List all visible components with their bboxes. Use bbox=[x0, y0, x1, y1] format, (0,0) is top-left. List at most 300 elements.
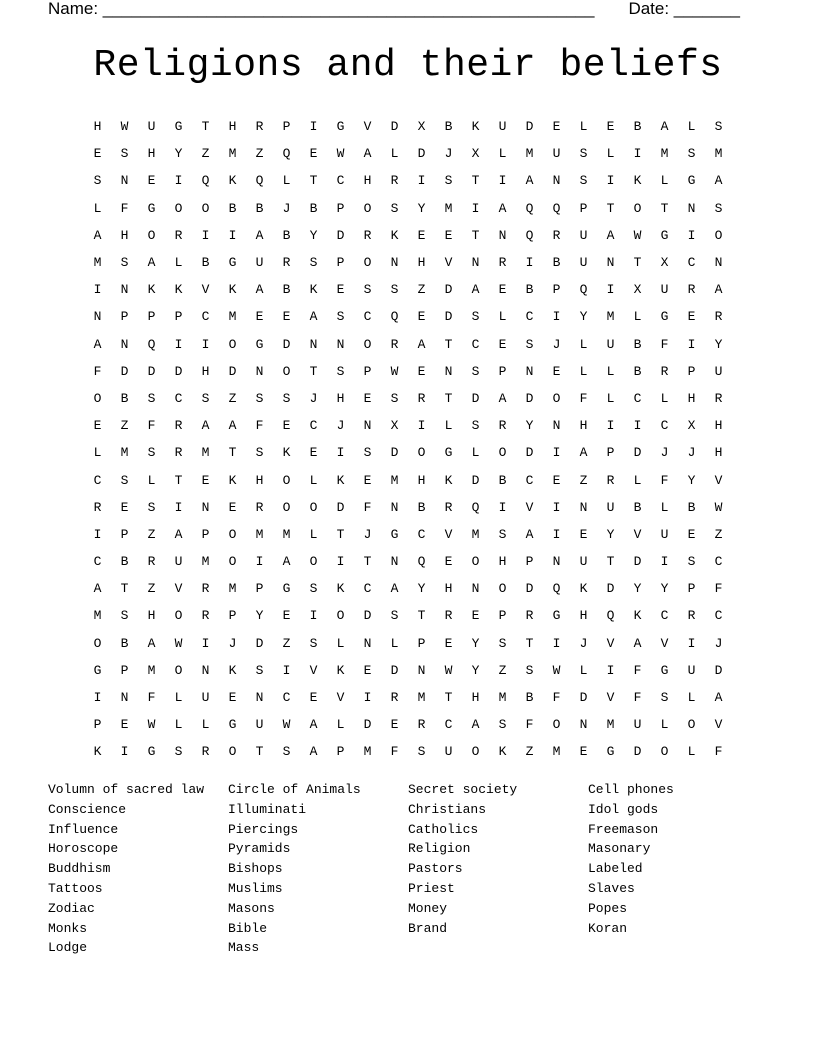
grid-letter[interactable]: N bbox=[471, 581, 480, 597]
grid-letter[interactable]: V bbox=[660, 635, 669, 651]
grid-letter[interactable]: P bbox=[228, 608, 237, 624]
grid-letter[interactable]: E bbox=[336, 282, 345, 298]
grid-letter[interactable]: N bbox=[363, 418, 372, 434]
grid-letter[interactable]: N bbox=[552, 554, 561, 570]
grid-letter[interactable]: E bbox=[282, 418, 291, 434]
grid-letter[interactable]: E bbox=[417, 227, 426, 243]
grid-letter[interactable]: L bbox=[93, 200, 102, 216]
grid-letter[interactable]: L bbox=[579, 336, 588, 352]
grid-letter[interactable]: S bbox=[93, 173, 102, 189]
grid-letter[interactable]: R bbox=[174, 445, 183, 461]
grid-letter[interactable]: S bbox=[660, 690, 669, 706]
grid-letter[interactable]: A bbox=[147, 635, 156, 651]
grid-letter[interactable]: Q bbox=[255, 173, 264, 189]
grid-letter[interactable]: V bbox=[714, 717, 723, 733]
grid-letter[interactable]: N bbox=[390, 255, 399, 271]
grid-letter[interactable]: J bbox=[687, 445, 696, 461]
grid-letter[interactable]: K bbox=[228, 662, 237, 678]
grid-letter[interactable]: P bbox=[579, 200, 588, 216]
grid-letter[interactable]: M bbox=[363, 744, 372, 760]
grid-letter[interactable]: D bbox=[174, 363, 183, 379]
grid-letter[interactable]: B bbox=[120, 635, 129, 651]
grid-letter[interactable]: D bbox=[363, 608, 372, 624]
grid-letter[interactable]: P bbox=[687, 363, 696, 379]
grid-letter[interactable]: P bbox=[552, 282, 561, 298]
grid-letter[interactable]: S bbox=[255, 445, 264, 461]
grid-letter[interactable]: D bbox=[390, 662, 399, 678]
grid-letter[interactable]: L bbox=[660, 717, 669, 733]
grid-letter[interactable]: M bbox=[417, 690, 426, 706]
grid-letter[interactable]: O bbox=[201, 200, 210, 216]
grid-letter[interactable]: E bbox=[606, 119, 615, 135]
grid-letter[interactable]: K bbox=[444, 472, 453, 488]
grid-letter[interactable]: O bbox=[498, 581, 507, 597]
grid-letter[interactable]: V bbox=[606, 635, 615, 651]
grid-letter[interactable]: T bbox=[471, 227, 480, 243]
grid-letter[interactable]: I bbox=[633, 146, 642, 162]
grid-letter[interactable]: O bbox=[309, 554, 318, 570]
grid-letter[interactable]: U bbox=[714, 363, 723, 379]
grid-letter[interactable]: O bbox=[363, 255, 372, 271]
grid-letter[interactable]: M bbox=[228, 309, 237, 325]
grid-letter[interactable]: E bbox=[444, 227, 453, 243]
grid-letter[interactable]: H bbox=[417, 255, 426, 271]
grid-letter[interactable]: I bbox=[417, 173, 426, 189]
grid-letter[interactable]: P bbox=[417, 635, 426, 651]
grid-letter[interactable]: I bbox=[93, 526, 102, 542]
grid-letter[interactable]: E bbox=[309, 146, 318, 162]
grid-letter[interactable]: S bbox=[147, 499, 156, 515]
grid-letter[interactable]: W bbox=[174, 635, 183, 651]
grid-letter[interactable]: T bbox=[471, 173, 480, 189]
grid-letter[interactable]: H bbox=[255, 472, 264, 488]
grid-letter[interactable]: Y bbox=[174, 146, 183, 162]
grid-letter[interactable]: L bbox=[498, 309, 507, 325]
grid-letter[interactable]: T bbox=[444, 390, 453, 406]
grid-letter[interactable]: S bbox=[120, 472, 129, 488]
grid-letter[interactable]: M bbox=[525, 146, 534, 162]
grid-letter[interactable]: S bbox=[255, 390, 264, 406]
grid-letter[interactable]: I bbox=[552, 309, 561, 325]
grid-letter[interactable]: F bbox=[525, 717, 534, 733]
grid-letter[interactable]: G bbox=[228, 717, 237, 733]
grid-letter[interactable]: F bbox=[714, 581, 723, 597]
grid-letter[interactable]: A bbox=[93, 581, 102, 597]
grid-letter[interactable]: A bbox=[390, 581, 399, 597]
grid-letter[interactable]: L bbox=[660, 390, 669, 406]
grid-letter[interactable]: O bbox=[228, 554, 237, 570]
grid-letter[interactable]: P bbox=[255, 581, 264, 597]
grid-letter[interactable]: D bbox=[336, 499, 345, 515]
grid-letter[interactable]: J bbox=[579, 635, 588, 651]
grid-letter[interactable]: I bbox=[687, 635, 696, 651]
grid-letter[interactable]: D bbox=[633, 744, 642, 760]
grid-letter[interactable]: Y bbox=[471, 662, 480, 678]
grid-letter[interactable]: S bbox=[498, 526, 507, 542]
grid-letter[interactable]: Z bbox=[714, 526, 723, 542]
grid-letter[interactable]: Q bbox=[471, 499, 480, 515]
grid-letter[interactable]: Y bbox=[633, 581, 642, 597]
grid-letter[interactable]: T bbox=[363, 554, 372, 570]
grid-letter[interactable]: L bbox=[687, 744, 696, 760]
grid-letter[interactable]: N bbox=[120, 336, 129, 352]
grid-letter[interactable]: T bbox=[309, 173, 318, 189]
grid-letter[interactable]: Y bbox=[579, 309, 588, 325]
grid-letter[interactable]: L bbox=[309, 472, 318, 488]
grid-letter[interactable]: W bbox=[633, 227, 642, 243]
grid-letter[interactable]: J bbox=[282, 200, 291, 216]
grid-letter[interactable]: K bbox=[579, 581, 588, 597]
grid-letter[interactable]: A bbox=[633, 635, 642, 651]
grid-letter[interactable]: M bbox=[255, 526, 264, 542]
grid-letter[interactable]: D bbox=[633, 445, 642, 461]
grid-letter[interactable]: D bbox=[390, 445, 399, 461]
grid-letter[interactable]: L bbox=[444, 418, 453, 434]
grid-letter[interactable]: T bbox=[336, 526, 345, 542]
grid-letter[interactable]: M bbox=[228, 581, 237, 597]
grid-letter[interactable]: M bbox=[498, 690, 507, 706]
grid-letter[interactable]: D bbox=[525, 445, 534, 461]
grid-letter[interactable]: R bbox=[552, 227, 561, 243]
grid-letter[interactable]: Y bbox=[255, 608, 264, 624]
grid-letter[interactable]: H bbox=[714, 418, 723, 434]
grid-letter[interactable]: L bbox=[336, 635, 345, 651]
grid-letter[interactable]: E bbox=[201, 472, 210, 488]
grid-letter[interactable]: E bbox=[417, 309, 426, 325]
grid-letter[interactable]: W bbox=[120, 119, 129, 135]
grid-letter[interactable]: B bbox=[282, 227, 291, 243]
grid-letter[interactable]: L bbox=[579, 662, 588, 678]
grid-letter[interactable]: F bbox=[390, 744, 399, 760]
grid-letter[interactable]: L bbox=[660, 173, 669, 189]
grid-letter[interactable]: T bbox=[444, 690, 453, 706]
grid-letter[interactable]: B bbox=[282, 282, 291, 298]
grid-letter[interactable]: O bbox=[282, 472, 291, 488]
grid-letter[interactable]: L bbox=[579, 119, 588, 135]
grid-letter[interactable]: B bbox=[228, 200, 237, 216]
grid-letter[interactable]: I bbox=[498, 499, 507, 515]
grid-letter[interactable]: A bbox=[93, 227, 102, 243]
grid-letter[interactable]: O bbox=[228, 526, 237, 542]
grid-letter[interactable]: U bbox=[660, 282, 669, 298]
grid-letter[interactable]: Q bbox=[147, 336, 156, 352]
grid-letter[interactable]: E bbox=[363, 472, 372, 488]
grid-letter[interactable]: E bbox=[147, 173, 156, 189]
grid-letter[interactable]: B bbox=[255, 200, 264, 216]
grid-letter[interactable]: D bbox=[471, 390, 480, 406]
grid-letter[interactable]: N bbox=[120, 282, 129, 298]
grid-letter[interactable]: Z bbox=[120, 418, 129, 434]
grid-letter[interactable]: B bbox=[633, 499, 642, 515]
grid-letter[interactable]: N bbox=[255, 363, 264, 379]
grid-letter[interactable]: K bbox=[336, 581, 345, 597]
grid-letter[interactable]: R bbox=[147, 554, 156, 570]
grid-letter[interactable]: N bbox=[552, 418, 561, 434]
grid-letter[interactable]: F bbox=[633, 690, 642, 706]
grid-letter[interactable]: R bbox=[390, 690, 399, 706]
grid-letter[interactable]: L bbox=[390, 635, 399, 651]
grid-letter[interactable]: E bbox=[498, 282, 507, 298]
grid-letter[interactable]: W bbox=[147, 717, 156, 733]
grid-letter[interactable]: K bbox=[336, 662, 345, 678]
grid-letter[interactable]: U bbox=[201, 690, 210, 706]
grid-letter[interactable]: O bbox=[714, 227, 723, 243]
grid-letter[interactable]: B bbox=[120, 554, 129, 570]
grid-letter[interactable]: L bbox=[174, 255, 183, 271]
grid-letter[interactable]: H bbox=[363, 173, 372, 189]
grid-letter[interactable]: A bbox=[498, 390, 507, 406]
grid-letter[interactable]: T bbox=[633, 255, 642, 271]
grid-letter[interactable]: M bbox=[714, 146, 723, 162]
grid-letter[interactable]: R bbox=[174, 227, 183, 243]
grid-letter[interactable]: E bbox=[444, 635, 453, 651]
grid-letter[interactable]: S bbox=[471, 363, 480, 379]
grid-letter[interactable]: H bbox=[201, 363, 210, 379]
grid-letter[interactable]: V bbox=[606, 690, 615, 706]
grid-letter[interactable]: O bbox=[471, 554, 480, 570]
grid-letter[interactable]: C bbox=[282, 690, 291, 706]
grid-letter[interactable]: V bbox=[633, 526, 642, 542]
grid-letter[interactable]: L bbox=[174, 690, 183, 706]
grid-letter[interactable]: D bbox=[282, 336, 291, 352]
grid-letter[interactable]: M bbox=[201, 445, 210, 461]
grid-letter[interactable]: L bbox=[93, 445, 102, 461]
grid-letter[interactable]: K bbox=[282, 445, 291, 461]
grid-letter[interactable]: T bbox=[255, 744, 264, 760]
grid-letter[interactable]: P bbox=[147, 309, 156, 325]
grid-letter[interactable]: X bbox=[471, 146, 480, 162]
grid-letter[interactable]: C bbox=[363, 309, 372, 325]
grid-letter[interactable]: O bbox=[471, 744, 480, 760]
grid-letter[interactable]: I bbox=[282, 662, 291, 678]
grid-letter[interactable]: S bbox=[282, 744, 291, 760]
grid-letter[interactable]: B bbox=[525, 282, 534, 298]
grid-letter[interactable]: G bbox=[336, 119, 345, 135]
grid-letter[interactable]: S bbox=[687, 554, 696, 570]
grid-letter[interactable]: I bbox=[552, 635, 561, 651]
grid-letter[interactable]: V bbox=[525, 499, 534, 515]
grid-letter[interactable]: F bbox=[147, 418, 156, 434]
grid-letter[interactable]: S bbox=[147, 390, 156, 406]
grid-letter[interactable]: N bbox=[525, 363, 534, 379]
grid-letter[interactable]: M bbox=[93, 255, 102, 271]
grid-letter[interactable]: S bbox=[390, 200, 399, 216]
grid-letter[interactable]: K bbox=[228, 472, 237, 488]
grid-letter[interactable]: H bbox=[336, 390, 345, 406]
grid-letter[interactable]: E bbox=[363, 662, 372, 678]
grid-letter[interactable]: D bbox=[606, 581, 615, 597]
grid-letter[interactable]: B bbox=[633, 119, 642, 135]
grid-letter[interactable]: E bbox=[228, 690, 237, 706]
grid-letter[interactable]: Y bbox=[525, 418, 534, 434]
grid-letter[interactable]: H bbox=[444, 581, 453, 597]
grid-letter[interactable]: G bbox=[228, 255, 237, 271]
grid-letter[interactable]: O bbox=[336, 608, 345, 624]
grid-letter[interactable]: P bbox=[120, 662, 129, 678]
grid-letter[interactable]: P bbox=[336, 255, 345, 271]
grid-letter[interactable]: Z bbox=[498, 662, 507, 678]
grid-letter[interactable]: L bbox=[471, 445, 480, 461]
grid-letter[interactable]: U bbox=[579, 554, 588, 570]
grid-letter[interactable]: B bbox=[633, 363, 642, 379]
grid-letter[interactable]: N bbox=[93, 309, 102, 325]
grid-letter[interactable]: G bbox=[147, 200, 156, 216]
grid-letter[interactable]: I bbox=[201, 635, 210, 651]
grid-letter[interactable]: O bbox=[93, 390, 102, 406]
grid-letter[interactable]: P bbox=[336, 744, 345, 760]
grid-letter[interactable]: F bbox=[120, 200, 129, 216]
grid-letter[interactable]: I bbox=[660, 554, 669, 570]
grid-letter[interactable]: O bbox=[552, 390, 561, 406]
grid-letter[interactable]: U bbox=[255, 255, 264, 271]
grid-letter[interactable]: W bbox=[336, 146, 345, 162]
grid-letter[interactable]: Y bbox=[687, 472, 696, 488]
grid-letter[interactable]: U bbox=[498, 119, 507, 135]
grid-letter[interactable]: R bbox=[255, 499, 264, 515]
grid-letter[interactable]: I bbox=[174, 336, 183, 352]
grid-letter[interactable]: T bbox=[444, 336, 453, 352]
grid-letter[interactable]: B bbox=[120, 390, 129, 406]
grid-letter[interactable]: S bbox=[687, 146, 696, 162]
grid-letter[interactable]: O bbox=[174, 200, 183, 216]
grid-letter[interactable]: I bbox=[228, 227, 237, 243]
grid-letter[interactable]: H bbox=[147, 608, 156, 624]
grid-letter[interactable]: D bbox=[444, 282, 453, 298]
grid-letter[interactable]: M bbox=[120, 445, 129, 461]
grid-letter[interactable]: N bbox=[579, 499, 588, 515]
grid-letter[interactable]: H bbox=[714, 445, 723, 461]
grid-letter[interactable]: U bbox=[660, 526, 669, 542]
grid-letter[interactable]: R bbox=[498, 418, 507, 434]
grid-letter[interactable]: S bbox=[444, 173, 453, 189]
grid-letter[interactable]: O bbox=[417, 445, 426, 461]
grid-letter[interactable]: N bbox=[606, 255, 615, 271]
grid-letter[interactable]: U bbox=[606, 499, 615, 515]
grid-letter[interactable]: A bbox=[255, 227, 264, 243]
grid-letter[interactable]: Z bbox=[147, 581, 156, 597]
grid-letter[interactable]: Q bbox=[201, 173, 210, 189]
grid-letter[interactable]: D bbox=[363, 717, 372, 733]
grid-letter[interactable]: M bbox=[390, 472, 399, 488]
grid-letter[interactable]: I bbox=[93, 282, 102, 298]
grid-letter[interactable]: A bbox=[309, 744, 318, 760]
grid-letter[interactable]: C bbox=[687, 255, 696, 271]
grid-letter[interactable]: O bbox=[309, 499, 318, 515]
grid-letter[interactable]: I bbox=[606, 418, 615, 434]
grid-letter[interactable]: C bbox=[309, 418, 318, 434]
grid-letter[interactable]: O bbox=[363, 336, 372, 352]
grid-letter[interactable]: R bbox=[606, 472, 615, 488]
grid-letter[interactable]: E bbox=[255, 309, 264, 325]
grid-letter[interactable]: F bbox=[633, 662, 642, 678]
grid-letter[interactable]: A bbox=[660, 119, 669, 135]
grid-letter[interactable]: S bbox=[714, 119, 723, 135]
grid-letter[interactable]: S bbox=[498, 635, 507, 651]
grid-letter[interactable]: V bbox=[336, 690, 345, 706]
grid-letter[interactable]: G bbox=[606, 744, 615, 760]
grid-letter[interactable]: K bbox=[633, 608, 642, 624]
grid-letter[interactable]: E bbox=[579, 526, 588, 542]
grid-letter[interactable]: A bbox=[471, 282, 480, 298]
grid-letter[interactable]: S bbox=[390, 282, 399, 298]
grid-letter[interactable]: A bbox=[471, 717, 480, 733]
grid-letter[interactable]: E bbox=[552, 119, 561, 135]
grid-letter[interactable]: G bbox=[660, 662, 669, 678]
grid-letter[interactable]: E bbox=[93, 146, 102, 162]
grid-letter[interactable]: G bbox=[255, 336, 264, 352]
grid-letter[interactable]: Q bbox=[390, 309, 399, 325]
grid-letter[interactable]: I bbox=[633, 418, 642, 434]
grid-letter[interactable]: T bbox=[201, 119, 210, 135]
grid-letter[interactable]: W bbox=[282, 717, 291, 733]
grid-letter[interactable]: E bbox=[93, 418, 102, 434]
grid-letter[interactable]: G bbox=[174, 119, 183, 135]
grid-letter[interactable]: Q bbox=[417, 554, 426, 570]
grid-letter[interactable]: F bbox=[552, 690, 561, 706]
grid-letter[interactable]: U bbox=[444, 744, 453, 760]
grid-letter[interactable]: P bbox=[687, 581, 696, 597]
grid-letter[interactable]: X bbox=[633, 282, 642, 298]
grid-letter[interactable]: K bbox=[390, 227, 399, 243]
grid-letter[interactable]: I bbox=[687, 227, 696, 243]
grid-letter[interactable]: A bbox=[417, 336, 426, 352]
grid-letter[interactable]: X bbox=[417, 119, 426, 135]
grid-letter[interactable]: S bbox=[282, 390, 291, 406]
grid-letter[interactable]: R bbox=[390, 173, 399, 189]
grid-letter[interactable]: L bbox=[633, 309, 642, 325]
grid-letter[interactable]: Y bbox=[309, 227, 318, 243]
grid-letter[interactable]: T bbox=[660, 200, 669, 216]
grid-letter[interactable]: T bbox=[309, 363, 318, 379]
grid-letter[interactable]: L bbox=[336, 717, 345, 733]
grid-letter[interactable]: L bbox=[498, 146, 507, 162]
grid-letter[interactable]: A bbox=[714, 690, 723, 706]
grid-letter[interactable]: L bbox=[390, 146, 399, 162]
grid-letter[interactable]: S bbox=[579, 173, 588, 189]
grid-letter[interactable]: V bbox=[363, 119, 372, 135]
grid-letter[interactable]: U bbox=[147, 119, 156, 135]
grid-letter[interactable]: E bbox=[228, 499, 237, 515]
grid-letter[interactable]: M bbox=[660, 146, 669, 162]
grid-letter[interactable]: P bbox=[93, 717, 102, 733]
grid-letter[interactable]: S bbox=[390, 608, 399, 624]
grid-letter[interactable]: S bbox=[579, 146, 588, 162]
grid-letter[interactable]: N bbox=[390, 554, 399, 570]
grid-letter[interactable]: O bbox=[282, 363, 291, 379]
grid-letter[interactable]: A bbox=[228, 418, 237, 434]
grid-letter[interactable]: G bbox=[660, 309, 669, 325]
grid-letter[interactable]: B bbox=[633, 336, 642, 352]
grid-letter[interactable]: I bbox=[525, 255, 534, 271]
grid-letter[interactable]: E bbox=[282, 309, 291, 325]
grid-letter[interactable]: S bbox=[363, 445, 372, 461]
grid-letter[interactable]: R bbox=[660, 363, 669, 379]
grid-letter[interactable]: P bbox=[120, 309, 129, 325]
grid-letter[interactable]: S bbox=[120, 146, 129, 162]
grid-letter[interactable]: C bbox=[714, 608, 723, 624]
grid-letter[interactable]: W bbox=[552, 662, 561, 678]
grid-letter[interactable]: S bbox=[336, 363, 345, 379]
grid-letter[interactable]: I bbox=[552, 499, 561, 515]
grid-letter[interactable]: J bbox=[552, 336, 561, 352]
grid-letter[interactable]: A bbox=[255, 282, 264, 298]
grid-letter[interactable]: S bbox=[471, 309, 480, 325]
grid-letter[interactable]: I bbox=[336, 554, 345, 570]
grid-letter[interactable]: P bbox=[525, 554, 534, 570]
grid-letter[interactable]: M bbox=[552, 744, 561, 760]
grid-letter[interactable]: Q bbox=[552, 200, 561, 216]
grid-letter[interactable]: N bbox=[201, 662, 210, 678]
